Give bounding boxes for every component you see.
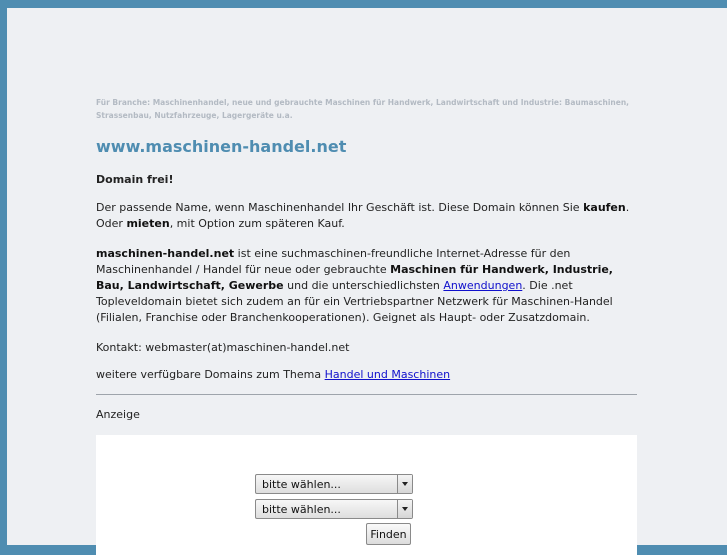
domain-free-heading: Domain frei! <box>96 173 174 186</box>
category-select-2[interactable] <box>255 499 413 519</box>
anzeige-label: Anzeige <box>96 408 140 421</box>
desc-text-2: und die unterschiedlichsten <box>283 279 444 292</box>
intro-text-1: Der passende Name, wenn Maschinenhandel Ihr Geschäft ist. Diese Domain können Sie <box>96 201 584 214</box>
chevron-down-icon[interactable] <box>397 500 412 518</box>
intro-text-3: , mit Option zum späteren Kauf. <box>169 217 345 230</box>
branch-tagline: Für Branche: Maschinenhandel, neue und gebrauchte Maschinen für Handwerk, Landwirtschaft und Industrie: Baumaschinen, Strassenbau, Nutzfahrzeuge, Lagergeräte u.a. <box>96 98 630 120</box>
page <box>7 8 727 545</box>
handel-und-maschinen-link[interactable]: Handel und Maschinen <box>324 368 451 381</box>
divider <box>96 394 637 395</box>
site-title: www.maschinen-handel.net <box>96 137 347 156</box>
intro-paragraph <box>96 200 638 232</box>
intro-text-2: . Oder <box>96 201 630 230</box>
contact-line: Kontakt: webmaster(at)maschinen-handel.net <box>96 341 350 354</box>
ad-box <box>96 435 637 555</box>
desc-machines-bold: Maschinen für Handwerk, Industrie, Bau, Landwirtschaft, Gewerbe <box>96 263 613 292</box>
intro-mieten: mieten <box>126 217 170 230</box>
chevron-down-icon[interactable] <box>397 475 412 493</box>
select-2-value: bitte wählen... <box>262 503 341 516</box>
category-select-1[interactable] <box>255 474 413 494</box>
desc-text-1: ist eine suchmaschinen-freundliche Internet-Adresse für den Maschinenhandel / Handel für neue oder gebrauchte <box>96 247 571 276</box>
find-button[interactable]: Finden <box>366 523 411 545</box>
desc-domain-name: maschinen-handel.net <box>96 247 235 260</box>
desc-text-3: . Die .net Topleveldomain bietet sich zudem an für ein Vertriebspartner Netzwerk für Maschinen-Handel (Filialen, Franchise oder Branchenkooperationen). Geignet als Haupt- oder Zusatzdomain. <box>96 279 613 324</box>
select-1-value: bitte wählen... <box>262 478 341 491</box>
more-domains-text: weitere verfügbare Domains zum Thema <box>96 368 325 381</box>
description-paragraph <box>96 246 638 326</box>
more-domains-line <box>96 367 638 383</box>
intro-kaufen: kaufen <box>583 201 626 214</box>
anwendungen-link[interactable]: Anwendungen <box>443 279 523 292</box>
